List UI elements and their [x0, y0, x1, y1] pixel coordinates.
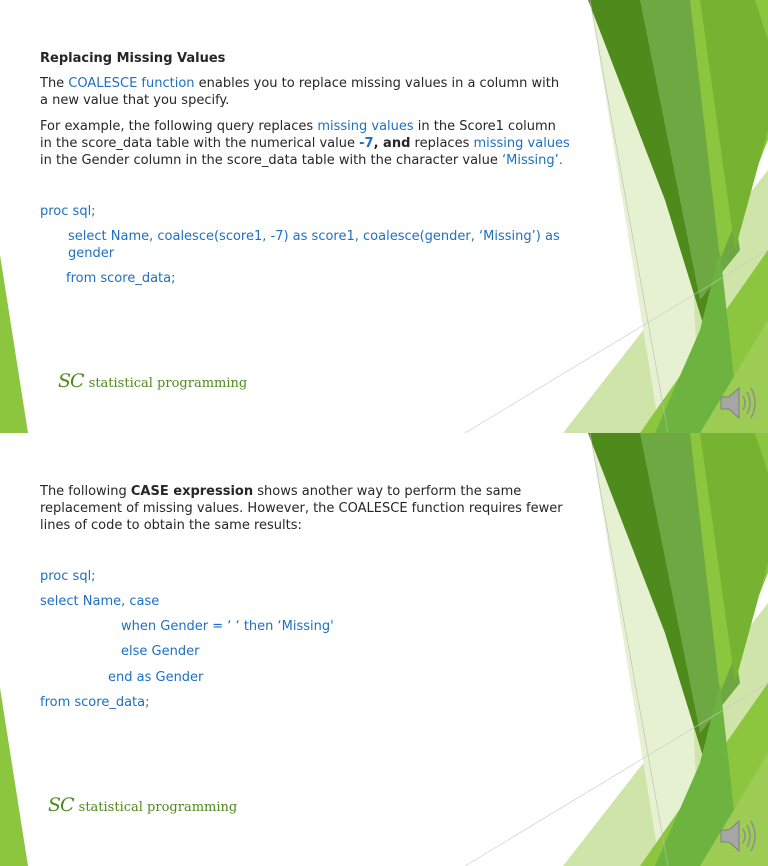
intro-paragraph: The COALESCE function enables you to replace missing values in a column with a new value that you specify. [40, 76, 560, 108]
missing-values-link[interactable]: missing values [317, 119, 414, 134]
case-paragraph: The following CASE expression shows another way to perform the same replacement of missing values. However, the COALESCE function requires fewer lines of code to obtain the same results: [40, 484, 563, 533]
code-line: else Gender [121, 644, 200, 659]
code-line: proc sql; [40, 569, 96, 584]
missing-values-link[interactable]: missing values [473, 136, 570, 151]
slide-heading: Replacing Missing Values [40, 51, 226, 66]
code-line: select Name, coalesce(score1, -7) as score1, coalesce(gender, ‘Missing’) as gender [68, 229, 560, 261]
code-line: select Name, case [40, 594, 160, 609]
code-line: from score_data; [66, 271, 176, 286]
speaker-icon[interactable] [718, 816, 758, 856]
code-line: when Gender = ‘ ‘ then ‘Missing' [121, 619, 334, 634]
company-logo: SC statistical programming [58, 370, 248, 392]
code-line: proc sql; [40, 204, 96, 219]
code-line: from score_data; [40, 695, 150, 710]
company-logo: SC statistical programming [48, 794, 238, 816]
code-line: end as Gender [108, 670, 204, 685]
slide-2 [0, 433, 768, 866]
coalesce-function-link[interactable]: COALESCE function [68, 76, 195, 91]
speaker-icon[interactable] [718, 383, 758, 423]
example-paragraph: For example, the following query replaces missing values in the Score1 column in the score_data table with the numerical value -7, and replaces missing values in the Gender column in the score_data table with the character value ‘Missing’. [40, 119, 570, 168]
